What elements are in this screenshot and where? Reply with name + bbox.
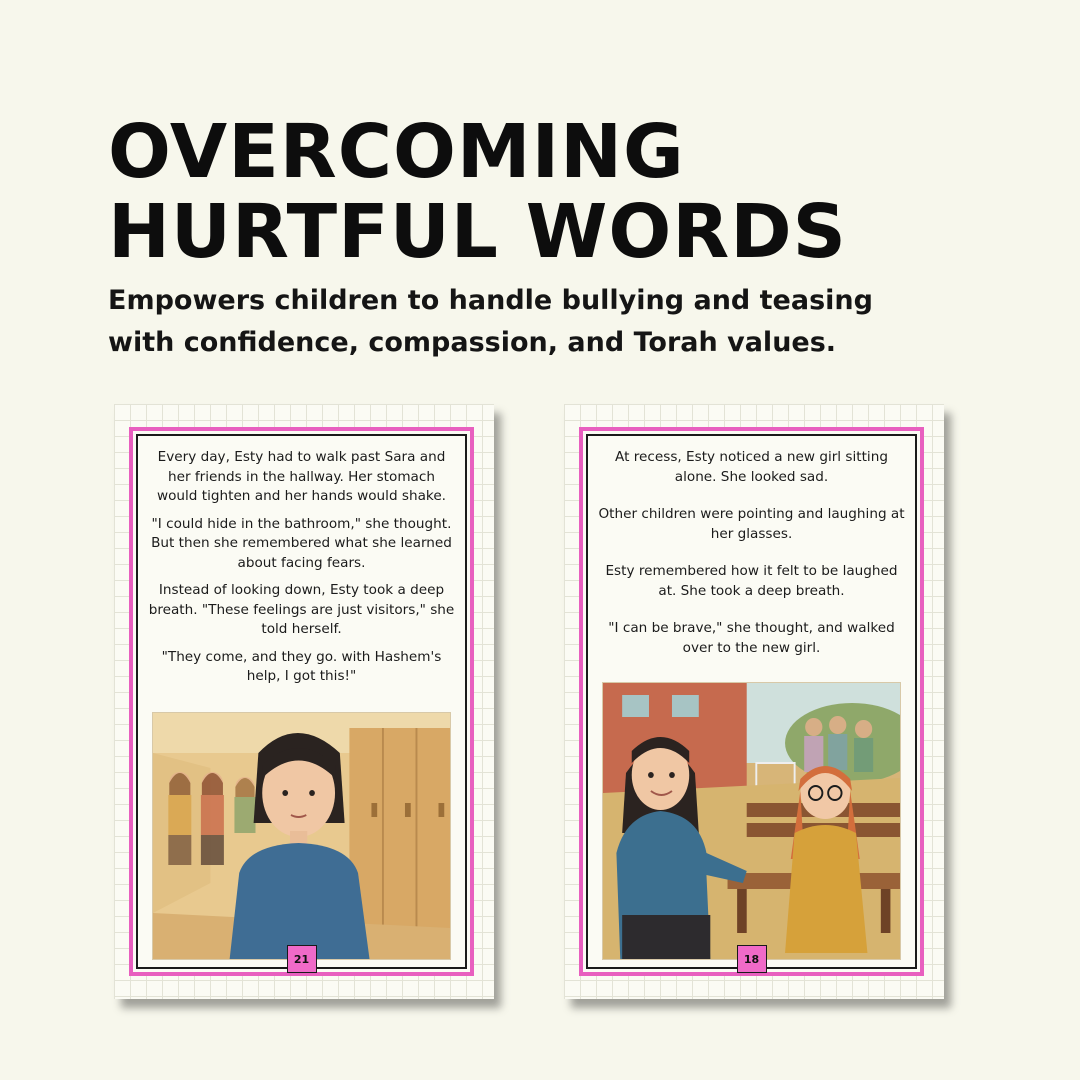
page-number: 21	[287, 945, 317, 973]
book-page-right	[564, 404, 944, 999]
story-paragraph: Every day, Esty had to walk past Sara and her friends in the hallway. Her stomach would tighten and her hands would shake.	[156, 449, 446, 504]
title-line-2: HURTFUL WORDS	[108, 189, 847, 275]
page-frame	[129, 427, 474, 976]
subtitle-line-2: with confidence, compassion, and Torah values.	[108, 327, 837, 358]
page-frame-inner	[586, 434, 917, 969]
title-line-1: OVERCOMING	[108, 109, 685, 195]
story-text	[598, 448, 905, 676]
story-paragraph: Instead of looking down, Esty took a deep breath. "These feelings are just visitors," she told herself.	[148, 582, 455, 637]
illustration-recess	[602, 682, 901, 960]
subtitle	[108, 280, 968, 364]
book-page-left	[114, 404, 494, 999]
illustration-hallway	[152, 712, 451, 960]
hallway-illustration	[153, 713, 450, 959]
page-frame	[579, 427, 924, 976]
subtitle-line-1: Empowers children to handle bullying and teasing	[108, 285, 873, 316]
story-paragraph: Esty remembered how it felt to be laughed at. She took a deep breath.	[605, 563, 898, 599]
story-paragraph: "They come, and they go. with Hashem's help, I got this!"	[161, 648, 442, 684]
recess-illustration	[603, 683, 900, 959]
story-paragraph: At recess, Esty noticed a new girl sitting alone. She looked sad.	[615, 449, 888, 485]
story-paragraph: "I can be brave," she thought, and walked over to the new girl.	[608, 620, 895, 656]
page-number: 18	[737, 945, 767, 973]
story-text	[148, 448, 455, 695]
page-frame-inner	[136, 434, 467, 969]
page-title	[108, 109, 847, 275]
story-paragraph: "I could hide in the bathroom," she thought. But then she remembered what she learned about facing fears.	[151, 515, 452, 571]
story-paragraph: Other children were pointing and laughing at her glasses.	[598, 506, 905, 542]
